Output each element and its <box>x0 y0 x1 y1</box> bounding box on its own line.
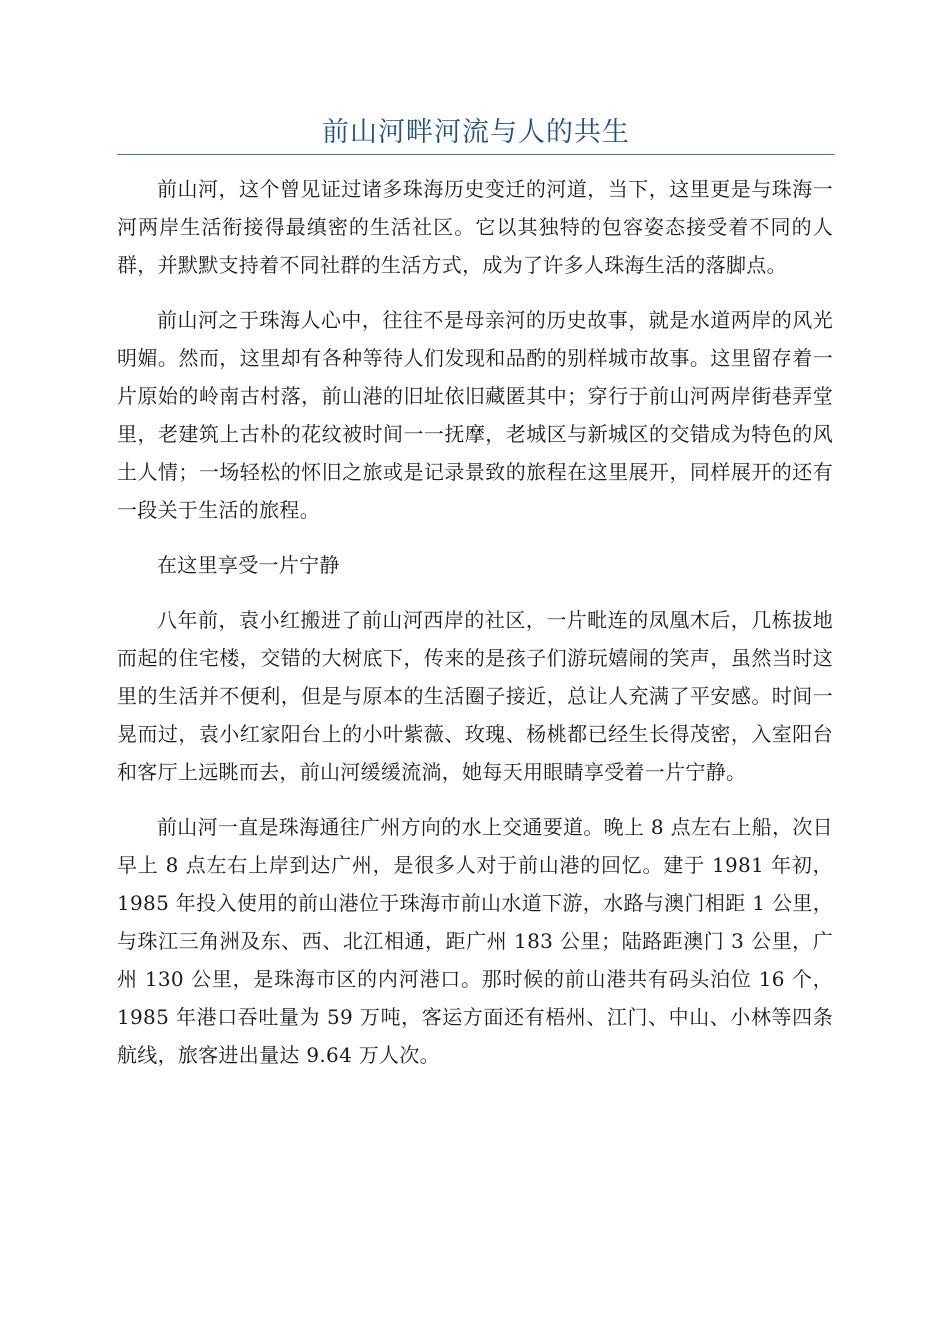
document-body <box>117 170 833 1091</box>
document-title: 前山河畔河流与人的共生 <box>322 117 630 148</box>
title-underline <box>117 154 835 155</box>
paragraph-river-stories: 前山河之于珠海人心中，往往不是母亲河的历史故事，就是水道两岸的风光明媚。然而，这里却有各种等待人们发现和品酌的别样城市故事。这里留存着一片原始的岭南古村落，前山港的旧址依旧藏匿其中；穿行于前山河两岸街巷弄堂里，老建筑上古朴的花纹被时间一一抚摩，老城区与新城区的交错成为特色的风土人情；一场轻松的怀旧之旅或是记录景致的旅程在这里展开，同样展开的还有一段关于生活的旅程。 <box>117 308 833 522</box>
paragraph-yuan-xiaohong: 八年前，袁小红搬进了前山河西岸的社区，一片毗连的凤凰木后，几栋拔地而起的住宅楼，交错的大树底下，传来的是孩子们游玩嬉闹的笑声，虽然当时这里的生活并不便利，但是与原本的生活圈子接近，总让人充满了平安感。时间一晃而过，袁小红家阳台上的小叶紫薇、玫瑰、杨桃都已经生长得茂密，入室阳台和客厅上远眺而去，前山河缓缓流淌，她每天用眼睛享受着一片宁静。 <box>117 608 833 784</box>
paragraph-intro: 前山河，这个曾见证过诸多珠海历史变迁的河道，当下，这里更是与珠海一河两岸生活衔接得最缜密的生活社区。它以其独特的包容姿态接受着不同的人群，并默默支持着不同社群的生活方式，成为了许多人珠海生活的落脚点。 <box>117 177 833 277</box>
paragraph-qianshan-port: 前山河一直是珠海通往广州方向的水上交通要道。晚上 8 点左右上船，次日早上 8 点左右上岸到达广州，是很多人对于前山港的回忆。建于 1981 年初，1985 年投入使用的前山港位于珠海市前山水道下游，水路与澳门相距 1 公里，与珠江三角洲及东、西、北江相通，距广州 183 公里；陆路距澳门 3 公里，广州 130 公里，是珠海市区的内河港口。那时候的前山港共有码头泊位 16 个，1985 年港口吞吐量为 59 万吨，客运方面还有梧州、江门、中山、小林等四条航线，旅客进出量达 9.64 万人次。 <box>117 815 833 1067</box>
section-subheading: 在这里享受一片宁静 <box>157 553 340 577</box>
